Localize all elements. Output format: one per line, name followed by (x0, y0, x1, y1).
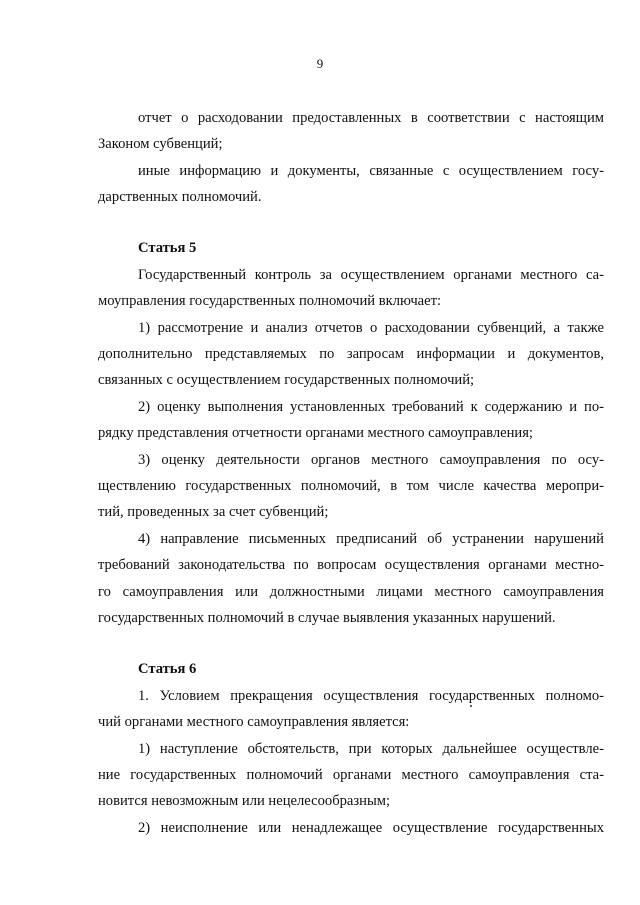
text-line: государственных полномочий в случае выявления указанных нарушений. (98, 610, 556, 626)
text-line: 2) неисполнение или ненадлежащее осуществление государственных (138, 820, 604, 836)
text-line: 1. Условием прекращения осуществления государственных полномо- (138, 688, 604, 704)
text-line: го самоуправления или должностными лицами местного самоуправления (98, 584, 604, 600)
scan-speck (470, 705, 472, 707)
text-line: 3) оценку деятельности органов местного самоуправления по осу- (138, 452, 604, 468)
text-line: связанных с осуществлением государственных полномочий; (98, 372, 475, 388)
page-number: 9 (316, 56, 324, 71)
text-line: 2) оценку выполнения установленных требований к содержанию и по- (138, 399, 604, 415)
text-line: требований законодательства по вопросам осуществления органами местно- (98, 557, 604, 573)
text-line: дарственных полномочий. (98, 189, 262, 205)
article-heading: Статья 6 (138, 661, 197, 677)
text-line: тий, проведенных за счет субвенций; (98, 504, 329, 520)
text-line: 1) наступление обстоятельств, при которых дальнейшее осуществле- (138, 741, 604, 757)
text-line: Государственный контроль за осуществлением органами местного са- (138, 267, 604, 283)
text-line: моуправления государственных полномочий включает: (98, 293, 442, 309)
text-line: чий органами местного самоуправления является: (98, 714, 410, 730)
text-line: иные информацию и документы, связанные с осуществлением госу- (138, 163, 604, 179)
article-heading: Статья 5 (138, 240, 197, 256)
text-line: ществлению государственных полномочий, в том числе качества меропри- (98, 478, 604, 494)
text-line: новится невозможным или нецелесообразным; (98, 793, 391, 809)
text-line: отчет о расходовании предоставленных в соответствии с настоящим (138, 110, 604, 126)
text-line: ние государственных полномочий органами местного самоуправления ста- (98, 767, 604, 783)
text-line: 1) рассмотрение и анализ отчетов о расходовании субвенций, а также (138, 320, 604, 336)
text-line: Законом субвенций; (98, 136, 223, 152)
text-line: дополнительно представляемых по запросам информации и документов, (98, 346, 604, 362)
text-line: 4) направление письменных предписаний об устранении нарушений (138, 531, 604, 547)
text-line: рядку представления отчетности органами местного самоуправления; (98, 425, 533, 441)
